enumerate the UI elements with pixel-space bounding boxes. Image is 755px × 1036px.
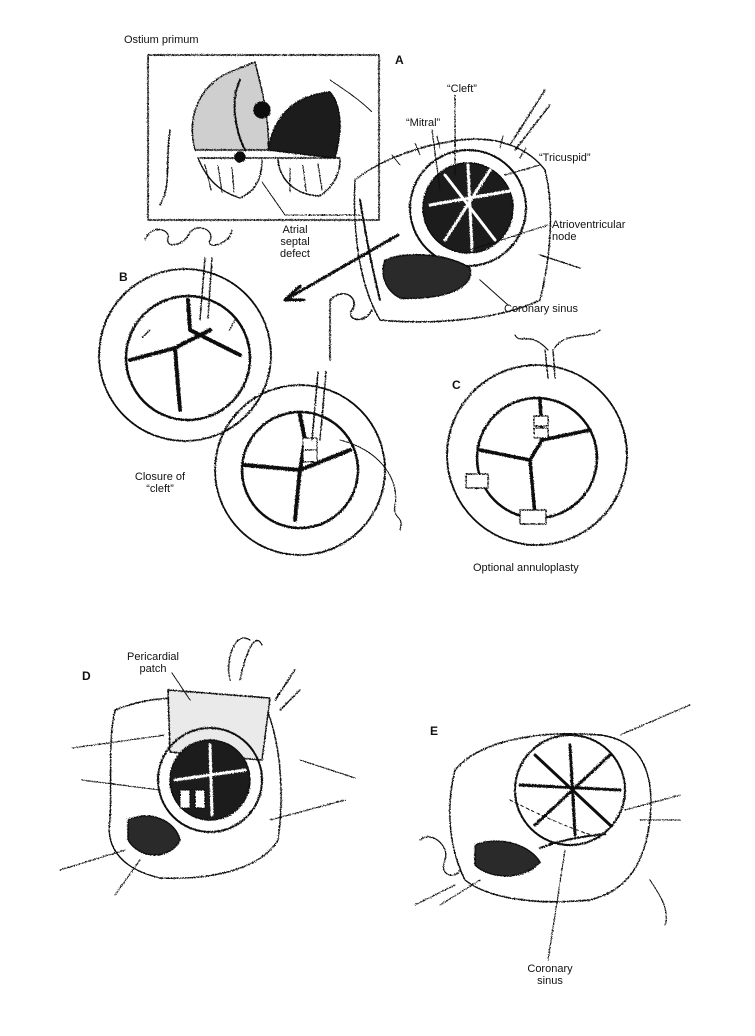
panel-label-e: E — [430, 724, 439, 738]
label-av-node-2: node — [552, 231, 577, 243]
panel-label-a: A — [395, 53, 404, 67]
label-closure-1: Closure of — [134, 471, 186, 483]
label-asd-1: Atrial — [282, 224, 308, 236]
panel-c-valve — [447, 330, 627, 545]
label-coronary-e-1: Coronary — [527, 963, 573, 975]
label-closure-2: “cleft” — [146, 483, 174, 495]
panel-b-valve-1 — [99, 228, 271, 441]
label-pericardial-1: Pericardial — [127, 651, 179, 663]
label-coronary-sinus: Coronary sinus — [504, 303, 578, 315]
label-asd-2: septal — [280, 236, 310, 248]
label-pericardial-2: patch — [139, 663, 167, 675]
label-annuloplasty: Optional annuloplasty — [473, 562, 579, 574]
label-av-node-1: Atrioventricular — [552, 219, 626, 231]
label-asd-3: defect — [280, 248, 310, 260]
label-tricuspid: “Tricuspid” — [539, 152, 591, 164]
label-coronary-e-2: sinus — [537, 975, 563, 987]
label-mitral: “Mitral” — [406, 117, 441, 129]
panel-e-heart — [415, 705, 690, 925]
panel-a-heart — [354, 90, 580, 322]
ostium-primum-inset — [148, 55, 379, 220]
label-ostium-primum: Ostium primum — [124, 34, 199, 46]
panel-label-c: C — [452, 378, 461, 392]
panel-d-heart — [60, 638, 355, 895]
panel-b-valve-2 — [215, 294, 401, 555]
label-cleft: “Cleft” — [447, 83, 477, 95]
panel-label-d: D — [82, 669, 91, 683]
panel-label-b: B — [119, 270, 128, 284]
